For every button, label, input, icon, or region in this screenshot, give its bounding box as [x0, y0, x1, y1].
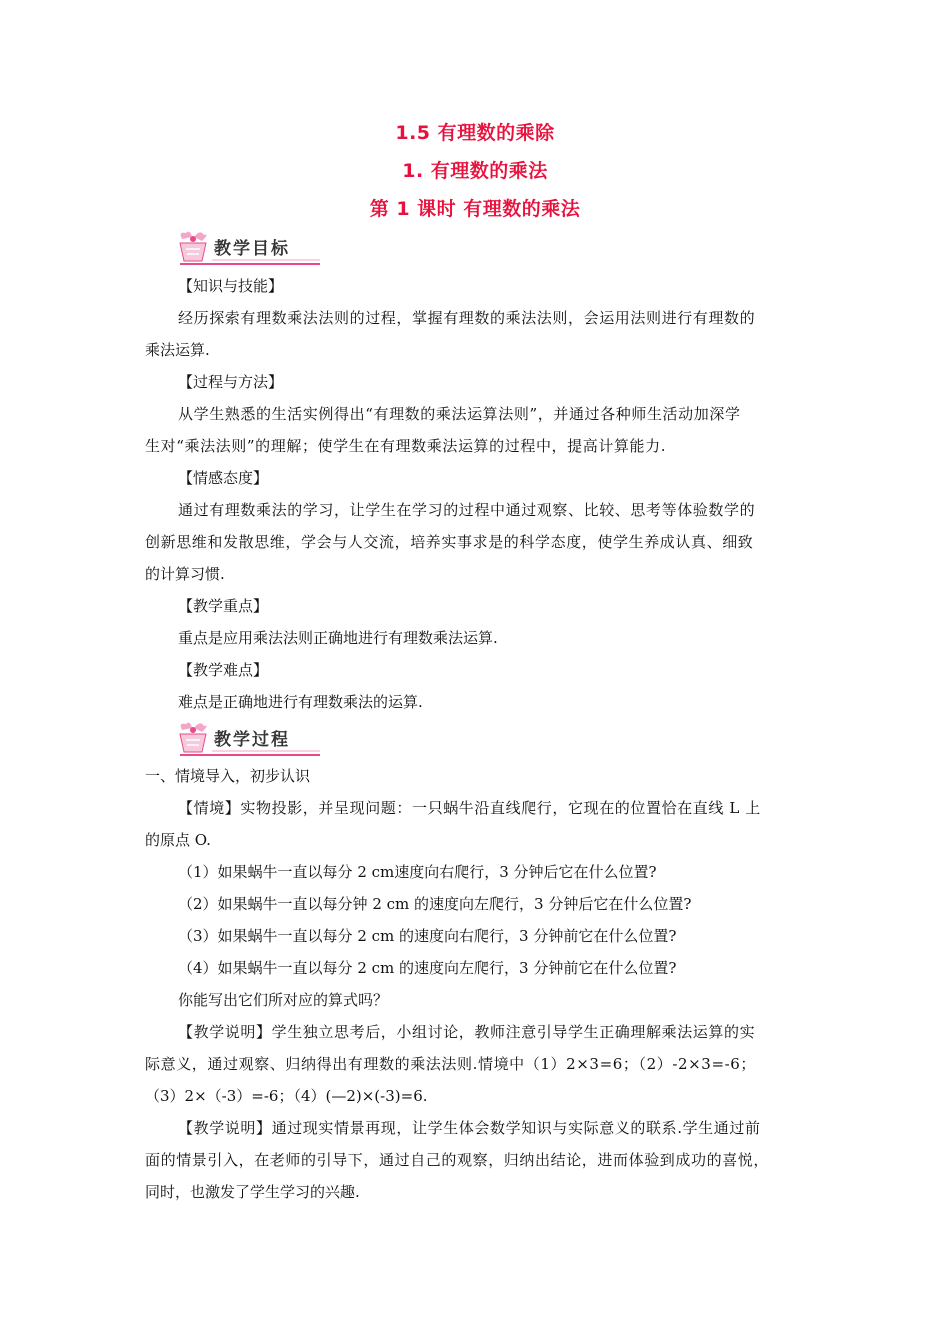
- paragraph-line: 创新思维和发散思维，学会与人交流，培养实事求是的科学态度，使学生养成认真、细致: [145, 533, 754, 551]
- paragraph-line: （3）2×（-3）=-6；（4）(—2)×(-3)=6.: [145, 1087, 428, 1105]
- section-title: 1.5 有理数的乘除: [395, 122, 555, 144]
- paragraph-line: 的原点 O.: [145, 831, 211, 849]
- paragraph-line: 你能写出它们所对应的算式吗？: [178, 991, 389, 1009]
- paragraph-line: 重点是应用乘法法则正确地进行有理数乘法运算.: [178, 629, 498, 647]
- paragraph-line: 【教学说明】通过现实情景再现，让学生体会数学知识与实际意义的联系.学生通过前: [178, 1119, 761, 1137]
- paragraph-line: 【教学说明】学生独立思考后，小组讨论，教师注意引导学生正确理解乘法运算的实: [178, 1023, 756, 1041]
- paragraph-line: 从学生熟悉的生活实例得出“有理数的乘法运算法则”，并通过各种师生活动加深学: [178, 405, 741, 423]
- paragraph-line: 同时，也激发了学生学习的兴趣.: [145, 1183, 360, 1201]
- heading-attitude: 【情感态度】: [178, 469, 269, 487]
- question-line: （3）如果蜗牛一直以每分 2 cm 的速度向右爬行，3 分钟前它在什么位置?: [178, 927, 677, 945]
- heading-difficulty: 【教学难点】: [178, 661, 269, 679]
- paragraph-line: 生对“乘法法则”的理解；使学生在有理数乘法运算的过程中，提高计算能力.: [145, 437, 667, 455]
- question-line: （2）如果蜗牛一直以每分钟 2 cm 的速度向左爬行，3 分钟后它在什么位置?: [178, 895, 692, 913]
- question-line: （1）如果蜗牛一直以每分 2 cm速度向右爬行，3 分钟后它在什么位置?: [178, 863, 657, 881]
- heading-process-method: 【过程与方法】: [178, 373, 284, 391]
- paragraph-line: 【情境】实物投影，并呈现问题：一只蜗牛沿直线爬行，它现在的位置恰在直线 L 上: [178, 799, 761, 817]
- teaching-process-banner: [172, 718, 322, 758]
- paragraph-line: 通过有理数乘法的学习，让学生在学习的过程中通过观察、比较、思考等体验数学的: [178, 501, 756, 519]
- paragraph-line: 经历探索有理数乘法法则的过程，掌握有理数的乘法法则，会运用法则进行有理数的: [178, 309, 756, 327]
- heading-knowledge: 【知识与技能】: [178, 277, 284, 295]
- teaching-process-label: 教学过程: [214, 730, 290, 750]
- section-heading: 一、情境导入，初步认识: [145, 767, 311, 785]
- teaching-goals-banner: [172, 227, 322, 267]
- paragraph-line: 际意义，通过观察、归纳得出有理数的乘法法则.情境中（1）2×3=6；（2）-2×3=-6；: [145, 1055, 757, 1073]
- paragraph-line: 的计算习惯.: [145, 565, 225, 583]
- question-line: （4）如果蜗牛一直以每分 2 cm 的速度向左爬行，3 分钟前它在什么位置?: [178, 959, 677, 977]
- paragraph-line: 难点是正确地进行有理数乘法的运算.: [178, 693, 423, 711]
- paragraph-line: 乘法运算.: [145, 341, 210, 359]
- lesson-title: 第 1 课时 有理数的乘法: [369, 198, 581, 220]
- heading-key-point: 【教学重点】: [178, 597, 269, 615]
- subsection-title: 1. 有理数的乘法: [402, 160, 548, 182]
- paragraph-line: 面的情景引入，在老师的引导下，通过自己的观察，归纳出结论，进而体验到成功的喜悦，: [145, 1151, 770, 1169]
- teaching-goals-label: 教学目标: [214, 239, 290, 259]
